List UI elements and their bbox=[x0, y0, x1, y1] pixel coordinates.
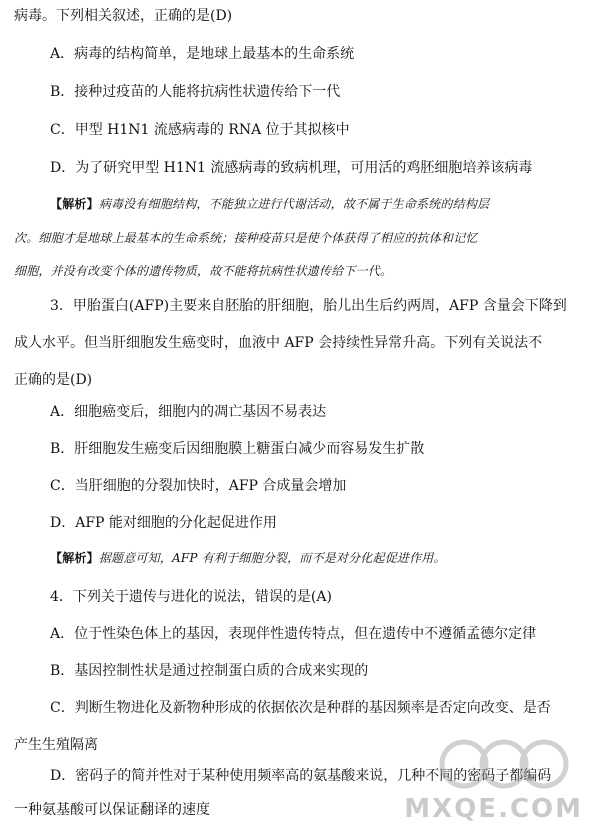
q2-analysis-line-1 bbox=[50, 195, 489, 213]
watermark-text: MXQE.COM bbox=[404, 794, 583, 824]
q2-option-d: D．为了研究甲型 H1N1 流感病毒的致病机理，可用活的鸡胚细胞培养该病毒 bbox=[50, 160, 533, 176]
q4-option-b: B．基因控制性状是通过控制蛋白质的合成来实现的 bbox=[50, 663, 369, 679]
question-3-stem-line-1: 3．甲胎蛋白(AFP)主要来自胚胎的肝细胞，胎儿出生后约两周，AFP 含量会下降到 bbox=[50, 298, 567, 314]
q3-option-d: D．AFP 能对细胞的分化起促进作用 bbox=[50, 515, 277, 531]
question-2-stem-end: 病毒。下列相关叙述，正确的是(D) bbox=[14, 8, 233, 24]
q4-option-a: A．位于性染色体上的基因，表现伴性遗传特点，但在遗传中不遵循孟德尔定律 bbox=[50, 626, 537, 642]
q2-analysis-line-2: 次。细胞才是地球上最基本的生命系统；接种疫苗只是使个体获得了相应的抗体和记忆 bbox=[14, 231, 478, 245]
question-4-stem: 4．下列关于遗传与进化的说法，错误的是(A) bbox=[50, 589, 332, 605]
q2-option-a: A．病毒的结构简单，是地球上最基本的生命系统 bbox=[50, 46, 355, 62]
q3-option-c: C．当肝细胞的分裂加快时，AFP 合成量会增加 bbox=[50, 478, 347, 494]
q4-option-d-line-1: D．密码子的简并性对于某种使用频率高的氨基酸来说，几种不同的密码子都编码 bbox=[50, 768, 552, 784]
q4-option-c-line-1: C．判断生物进化及新物种形成的依据依次是种群的基因频率是否定向改变、是否 bbox=[50, 700, 551, 716]
q4-option-d-line-2: 一种氨基酸可以保证翻译的速度 bbox=[14, 802, 210, 818]
question-3-stem-line-3: 正确的是(D) bbox=[14, 372, 93, 388]
analysis-text: 病毒没有细胞结构，不能独立进行代谢活动，故不属于生命系统的结构层 bbox=[98, 197, 490, 211]
q4-option-c-line-2: 产生生殖隔离 bbox=[14, 737, 98, 753]
analysis-tag: 【解析】 bbox=[50, 197, 99, 211]
q2-option-c: C．甲型 H1N1 流感病毒的 RNA 位于其拟核中 bbox=[50, 122, 350, 138]
question-3-stem-line-2: 成人水平。但当肝细胞发生癌变时，血液中 AFP 会持续性异常升高。下列有关说法不 bbox=[14, 335, 543, 351]
q2-analysis-line-3: 细胞，并没有改变个体的遗传物质，故不能将抗病性状遗传给下一代。 bbox=[14, 264, 393, 278]
analysis-text: 据题意可知，AFP 有利于细胞分裂，而不是对分化起促进作用。 bbox=[98, 551, 446, 565]
q3-option-b: B．肝细胞发生癌变后因细胞膜上糖蛋白减少而容易发生扩散 bbox=[50, 441, 425, 457]
q3-option-a: A．细胞癌变后，细胞内的凋亡基因不易表达 bbox=[50, 404, 327, 420]
analysis-tag: 【解析】 bbox=[50, 551, 99, 565]
q3-analysis bbox=[50, 549, 446, 567]
q2-option-b: B．接种过疫苗的人能将抗病性状遗传给下一代 bbox=[50, 84, 341, 100]
